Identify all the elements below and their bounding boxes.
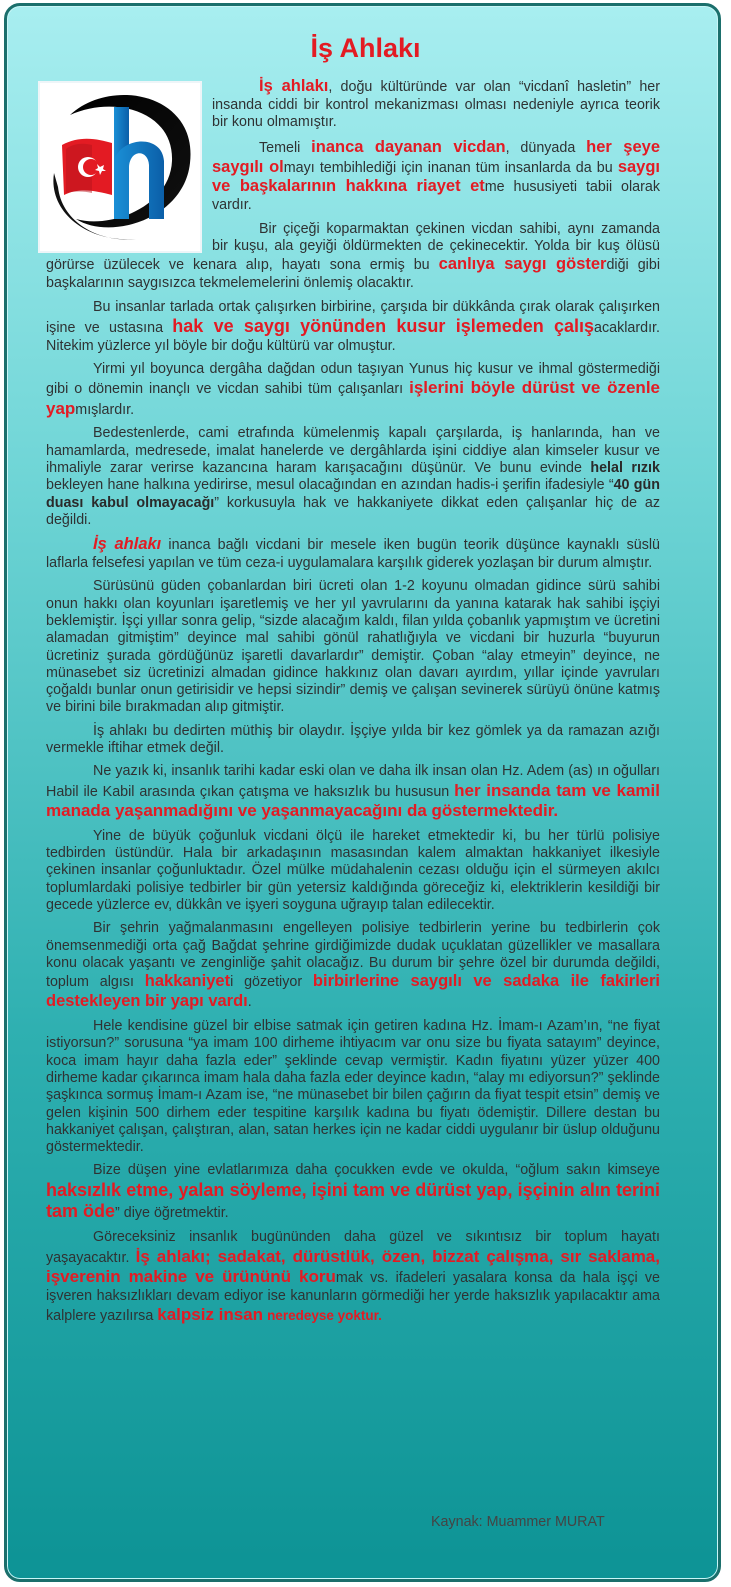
paragraph-9 [46, 723, 660, 758]
red-highlight: haksızlık etme, yalan söyleme, işini tam ve dürüst yap, işçinin alın terini tam öde [46, 1179, 660, 1222]
paragraph-12 [46, 920, 660, 1012]
text: Göreceksiniz insanlık bugününden daha güzel ve sıkıntısız bir toplum hayatı yaşayacaktır. [46, 1229, 660, 1266]
text: Bu insanlar tarlada ortak çalışırken birbirine, çarşıda bir dükkânda çırak olarak çalışırken işine ve ustasına [46, 298, 660, 336]
red-highlight: hak ve saygı yönünden kusur işlemeden çalış [172, 315, 595, 336]
article-body [46, 77, 660, 1332]
red-highlight: hakkaniyet [144, 972, 231, 991]
red-highlight: İş ahlakı [93, 535, 162, 554]
source-credit: Kaynak: Muammer MURAT [431, 1514, 605, 1530]
red-highlight: neredeyse yoktur. [267, 1307, 382, 1323]
red-highlight: birbirlerine saygılı ve sadaka ile fakirleri destekleyen bir yapı vardı [46, 972, 660, 1011]
text: ” diye öğretmektir. [115, 1205, 229, 1222]
paragraph-4 [46, 299, 660, 355]
logo-spacer [46, 75, 212, 253]
text: Yirmi yıl boyunca dergâha dağdan odun taşıyan Yunus hiç kusur ve ihmal göstermediği gibi o dönemin inançlı ve vicdan sahibi tüm çalışanları [46, 360, 660, 398]
paragraph-8 [46, 578, 660, 716]
text: inanca bağlı vicdani bir mesele iken bugün teorik düşünce kaynaklı süslü laflarla felsefesi yapılan ve tüm ceza-i uygulamalara karşılık giderek yozlaşan bir durum almıştır. [46, 537, 660, 572]
text: acaklardır. Nitekim yüzlerce yıl böyle bir doğu kültürü var olmuştur. [46, 319, 661, 354]
red-highlight: saygı ve başkalarının hakkına riayet et [212, 157, 661, 196]
text: i gözetiyor [230, 974, 313, 991]
bold-text: 40 gün duası kabul olmayacağı [46, 477, 660, 511]
red-highlight: canlıya saygı göster [438, 255, 607, 274]
paragraph-10 [46, 763, 660, 821]
text: bekleyen hane halkına yedirirse, mesul olacağından en azından hadis-i şerifin ifadesiyle “ [46, 477, 614, 494]
text: Hele kendisine güzel bir elbise satmak için getiren kadına Hz. İmam-ı Azam’ın, “ne fiyat istiyorsun?” sorusuna “ya imam 100 dirheme ihtiyacım var onu size bu fiyata satayım” deyince, koca imam hayır daha fazla eder” şeklinde cevap vermiştir. Kadın fiyatını yüzer yüzer 400 dirheme kadar çıkarınca imam hala daha fazla eder deyince kadın, “alay mı ediyorsun?” şeklinde şaşkınca sormuş İmam-ı Azam ise, “ne münasebet bir bilen çağırın da fiyat tespit etsin” demiş ve gelen kişinin 500 dirhem eder tespitine karşılık kadına bu fiyatı ödemiştir. Dillere destan bu hakkaniyet çalışan, çalıştıran, alan, satan herkes için ne kadar ciddi uygulanır bir üslup olduğunu göstermektedir. [46, 1018, 660, 1156]
paragraph-11 [46, 828, 660, 914]
red-highlight: İş ahlakı; sadakat, dürüstlük, özen, bizzat çalışma, sır saklama, işverenin makine ve ürününü koru [46, 1246, 660, 1287]
paragraph-7 [46, 535, 660, 572]
text: Bize düşen yine evlatlarımıza daha çocukken evde ve okulda, “oğlum sakın kimseye [93, 1162, 660, 1179]
bold-text: helal rızık [590, 459, 660, 476]
paragraph-13 [46, 1018, 660, 1156]
text: diği gibi başkalarının saygısızca tekmelemelerini önlemiş olacaktır. [46, 257, 660, 292]
text: Yine de büyük çoğunluk vicdani ölçü ile hareket etmektedir ki, bu her türlü polisiye tedbirden üstündür. Hala bir arkadaşının masasından kalem almaktan hakkaniyet ilkesiyle çekinen insanlar çoğunluktadır. Özel mülke müdahalenin cezası olduğu için el sürmeyen akılcı toplumlardaki polisiye tedbirler bir gün yetersiz kaldığında göreceğiz ki, elektriklerin kesildiği bir gecede yüzlerce ev, dükkân ve işyeri soyguna uğrayıp talan edilecektir. [46, 827, 660, 913]
paragraph-5 [46, 361, 660, 419]
text: mak vs. ifadeleri yasalara konsa da hala işçi ve işveren haksızlıkları devam ediyor ise kanunların görmediği her yerde haksızlık yapılacaktır ama kalplere yazılırsa [46, 1270, 660, 1324]
text: mayı tembihlediği için inanan tüm insanlarda da bu [283, 159, 618, 176]
text: Bir çiçeği koparmaktan çekinen vicdan sahibi, aynı zamanda bir kuşu, ala geyiği öldürmekten de çekinecektir. Yolda bir kuş ölüsü görürse üzülecek ve kenara alıp, hayatı sona ermiş bu [46, 220, 660, 274]
text: Ne yazık ki, insanlık tarihi kadar eski olan ve daha ilk insan olan Hz. Adem (as) ın oğulları Habil ile Kabil arasında çıkan çatışma ve haksızlık bu hususun [46, 763, 660, 800]
red-highlight: her insanda tam ve kamil manada yaşanmadığını ve yaşanmayacağını da göstermektedir. [46, 780, 660, 821]
text: , dünyada [505, 139, 587, 156]
text: , doğu kültüründe var olan “vicdanî hasletin” her insanda ciddi bir kontrol mekanizması olması nedeniyle ayrıca teorik bir konu olmamıştır. [212, 79, 660, 131]
text: Bedestenlerde, cami etrafında kümelenmiş kapalı çarşılarda, iş hanlarında, han ve hamamlarda, medresede, imalat hanelerde ve dergâhlarda işini ciddiye alan kimseler kusur ve ihmaliyle zarar verirse kazancına haram karışacağını düşünür. Ve bunu evinde [46, 425, 660, 476]
text: Temeli [259, 139, 312, 156]
paragraph-14 [46, 1162, 660, 1223]
text: Bir şehrin yağmalanmasını engelleyen polisiye tedbirlerin yerine bu tedbirlerin çok önemsenmediği orta çağ Bağdat şehrine girdiğimizde dudak uçuklatan güzellikler ve masallara konu olacak yaşantı ve zenginliğe şahit olacağız. Bu durum bir şehre özel bir durumda değildi, toplum algısı [46, 920, 660, 991]
text: mışlardır. [75, 401, 135, 418]
paragraph-15 [46, 1229, 660, 1325]
text: ” korkusuyla hak ve hakkaniyete dikkat eden çalışanlar hiç de az değildi. [46, 494, 660, 528]
text: . [247, 994, 252, 1011]
paragraph-6 [46, 425, 660, 529]
page-title: İş Ahlakı [310, 33, 421, 63]
red-highlight: her şeye saygılı ol [212, 137, 660, 176]
red-highlight: kalpsiz insan [157, 1304, 264, 1324]
red-highlight: İş ahlakı [259, 77, 329, 95]
text: me hususiyeti tabii olarak vardır. [212, 179, 660, 214]
text: Sürüsünü güden çobanlardan biri ücreti olan 1-2 koyunu olmadan gidince sürü sahibi onun hakkı olan koyunları işaretlemiş ve her yıl yavrularını da yanına katarak hak sahibi işçiyi beklemiştir. İşçi yıllar sonra gelip, “sizde alacağım kaldı, filan yılda çobanlık yapmıştım ve ücretini alamadan gitmiştim” deyince mal sahibi gönül rahatlığıyla ve vicdani bir huzurla “buyurun ücretiniz şurada gördüğünüz işaretli davarlardır” demiştir. Çoban “alay etmeyin” deyince, ne münasebet siz ücretinizi almadan gidince hakkınız olan davarı ayırdım, yıllar içinde yavruları çoğaldı bunlar onun getirisidir ve hepsi sizindir” demiş ve çalışan sevinerek sürüyü önüne katmış ve birini bile bırakmadan alıp gitmiştir. [46, 578, 660, 716]
red-highlight: inanca dayanan vicdan [311, 137, 506, 156]
text: İş ahlakı bu dedirten müthiş bir olaydır. İşçiye yılda bir kez gömlek ya da ramazan azığı vermekle iftihar etmek değil. [46, 722, 660, 757]
red-highlight: işlerini böyle dürüst ve özenle yap [46, 378, 660, 418]
